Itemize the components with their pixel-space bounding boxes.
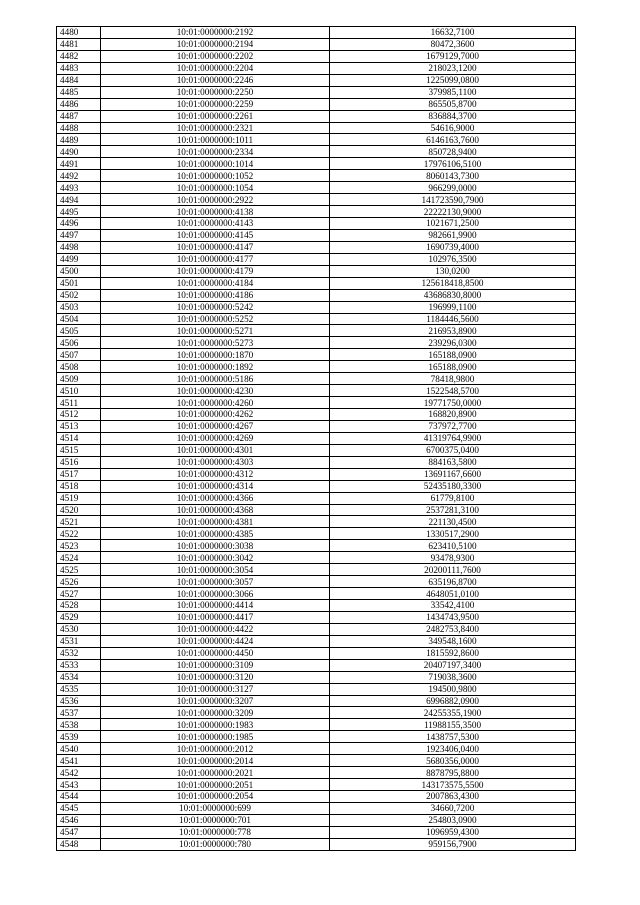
table-row xyxy=(57,265,576,277)
cadastral-number-cell: 10:01:0000000:2246 xyxy=(101,74,330,86)
row-number-cell: 4523 xyxy=(57,540,101,552)
table-row xyxy=(57,623,576,635)
table-row xyxy=(57,540,576,552)
value-cell: 1225099,0800 xyxy=(330,74,576,86)
row-number-cell: 4500 xyxy=(57,265,101,277)
row-number-cell: 4524 xyxy=(57,552,101,564)
row-number-cell: 4532 xyxy=(57,647,101,659)
row-number-cell: 4512 xyxy=(57,409,101,421)
table-row xyxy=(57,611,576,623)
table-row xyxy=(57,110,576,122)
cadastral-number-cell: 10:01:0000000:4184 xyxy=(101,277,330,289)
table-row xyxy=(57,289,576,301)
value-cell: 4648051,0100 xyxy=(330,588,576,600)
row-number-cell: 4529 xyxy=(57,611,101,623)
cadastral-number-cell: 10:01:0000000:4366 xyxy=(101,492,330,504)
row-number-cell: 4487 xyxy=(57,110,101,122)
value-cell: 349548,1600 xyxy=(330,635,576,647)
row-number-cell: 4494 xyxy=(57,194,101,206)
value-cell: 13691167,6600 xyxy=(330,468,576,480)
cadastral-number-cell: 10:01:0000000:778 xyxy=(101,826,330,838)
cadastral-number-cell: 10:01:0000000:3109 xyxy=(101,659,330,671)
value-cell: 6996882,0900 xyxy=(330,695,576,707)
table-row xyxy=(57,134,576,146)
row-number-cell: 4521 xyxy=(57,516,101,528)
cadastral-number-cell: 10:01:0000000:4424 xyxy=(101,635,330,647)
value-cell: 5680356,0000 xyxy=(330,755,576,767)
value-cell: 165188,0900 xyxy=(330,361,576,373)
row-number-cell: 4517 xyxy=(57,468,101,480)
table-row xyxy=(57,277,576,289)
table-row xyxy=(57,600,576,612)
value-cell: 8060143,7300 xyxy=(330,170,576,182)
cadastral-number-cell: 10:01:0000000:1985 xyxy=(101,731,330,743)
table-row xyxy=(57,218,576,230)
cadastral-number-cell: 10:01:0000000:3054 xyxy=(101,564,330,576)
cadastral-number-cell: 10:01:0000000:3209 xyxy=(101,707,330,719)
table-row xyxy=(57,528,576,540)
cadastral-number-cell: 10:01:0000000:2014 xyxy=(101,755,330,767)
row-number-cell: 4490 xyxy=(57,146,101,158)
row-number-cell: 4539 xyxy=(57,731,101,743)
row-number-cell: 4497 xyxy=(57,229,101,241)
row-number-cell: 4507 xyxy=(57,349,101,361)
table-row xyxy=(57,814,576,826)
table-row xyxy=(57,647,576,659)
value-cell: 635196,8700 xyxy=(330,576,576,588)
cadastral-number-cell: 10:01:0000000:4230 xyxy=(101,385,330,397)
value-cell: 33542,4100 xyxy=(330,600,576,612)
row-number-cell: 4528 xyxy=(57,600,101,612)
row-number-cell: 4525 xyxy=(57,564,101,576)
table-row xyxy=(57,170,576,182)
row-number-cell: 4503 xyxy=(57,301,101,313)
value-cell: 966299,0000 xyxy=(330,182,576,194)
value-cell: 1679129,7000 xyxy=(330,50,576,62)
cadastral-number-cell: 10:01:0000000:4314 xyxy=(101,480,330,492)
table-row xyxy=(57,158,576,170)
cadastral-number-cell: 10:01:0000000:4414 xyxy=(101,600,330,612)
cadastral-number-cell: 10:01:0000000:2261 xyxy=(101,110,330,122)
cadastral-number-cell: 10:01:0000000:1052 xyxy=(101,170,330,182)
value-cell: 78418,9800 xyxy=(330,373,576,385)
row-number-cell: 4519 xyxy=(57,492,101,504)
value-cell: 6700375,0400 xyxy=(330,444,576,456)
value-cell: 379985,1100 xyxy=(330,86,576,98)
value-cell: 884163,5800 xyxy=(330,456,576,468)
value-cell: 54616,9000 xyxy=(330,122,576,134)
row-number-cell: 4495 xyxy=(57,206,101,218)
row-number-cell: 4544 xyxy=(57,791,101,803)
value-cell: 141723590,7900 xyxy=(330,194,576,206)
value-cell: 93478,9300 xyxy=(330,552,576,564)
cadastral-number-cell: 10:01:0000000:4301 xyxy=(101,444,330,456)
value-cell: 16632,7100 xyxy=(330,27,576,39)
row-number-cell: 4504 xyxy=(57,313,101,325)
cadastral-number-cell: 10:01:0000000:4186 xyxy=(101,289,330,301)
table-row xyxy=(57,206,576,218)
row-number-cell: 4509 xyxy=(57,373,101,385)
table-row xyxy=(57,241,576,253)
row-number-cell: 4516 xyxy=(57,456,101,468)
table-row xyxy=(57,516,576,528)
table-row xyxy=(57,492,576,504)
value-cell: 125618418,8500 xyxy=(330,277,576,289)
table-row xyxy=(57,659,576,671)
row-number-cell: 4505 xyxy=(57,325,101,337)
table-row xyxy=(57,564,576,576)
cadastral-number-cell: 10:01:0000000:699 xyxy=(101,802,330,814)
cadastral-number-cell: 10:01:0000000:3127 xyxy=(101,683,330,695)
row-number-cell: 4546 xyxy=(57,814,101,826)
row-number-cell: 4531 xyxy=(57,635,101,647)
table-row xyxy=(57,325,576,337)
cadastral-number-cell: 10:01:0000000:4312 xyxy=(101,468,330,480)
value-cell: 143173575,5500 xyxy=(330,779,576,791)
cadastral-number-cell: 10:01:0000000:4450 xyxy=(101,647,330,659)
table-row xyxy=(57,432,576,444)
value-cell: 239296,0300 xyxy=(330,337,576,349)
table-row xyxy=(57,826,576,838)
data-table xyxy=(56,26,576,851)
row-number-cell: 4482 xyxy=(57,50,101,62)
cadastral-number-cell: 10:01:0000000:3042 xyxy=(101,552,330,564)
row-number-cell: 4481 xyxy=(57,38,101,50)
row-number-cell: 4548 xyxy=(57,838,101,850)
row-number-cell: 4514 xyxy=(57,432,101,444)
table-row xyxy=(57,802,576,814)
cadastral-number-cell: 10:01:0000000:1870 xyxy=(101,349,330,361)
value-cell: 221130,4500 xyxy=(330,516,576,528)
row-number-cell: 4534 xyxy=(57,671,101,683)
cadastral-number-cell: 10:01:0000000:1054 xyxy=(101,182,330,194)
value-cell: 865505,8700 xyxy=(330,98,576,110)
row-number-cell: 4498 xyxy=(57,241,101,253)
table-row xyxy=(57,755,576,767)
cadastral-number-cell: 10:01:0000000:4381 xyxy=(101,516,330,528)
cadastral-number-cell: 10:01:0000000:4260 xyxy=(101,397,330,409)
row-number-cell: 4506 xyxy=(57,337,101,349)
table-row xyxy=(57,707,576,719)
value-cell: 254803,0900 xyxy=(330,814,576,826)
cadastral-number-cell: 10:01:0000000:2192 xyxy=(101,27,330,39)
row-number-cell: 4508 xyxy=(57,361,101,373)
cadastral-number-cell: 10:01:0000000:2922 xyxy=(101,194,330,206)
value-cell: 1690739,4000 xyxy=(330,241,576,253)
cadastral-number-cell: 10:01:0000000:4145 xyxy=(101,229,330,241)
cadastral-number-cell: 10:01:0000000:4143 xyxy=(101,218,330,230)
cadastral-number-cell: 10:01:0000000:2054 xyxy=(101,791,330,803)
value-cell: 719038,3600 xyxy=(330,671,576,683)
table-row xyxy=(57,182,576,194)
cadastral-number-cell: 10:01:0000000:1892 xyxy=(101,361,330,373)
cadastral-number-cell: 10:01:0000000:2051 xyxy=(101,779,330,791)
cadastral-number-cell: 10:01:0000000:2204 xyxy=(101,62,330,74)
cadastral-number-cell: 10:01:0000000:4267 xyxy=(101,420,330,432)
value-cell: 19771750,0000 xyxy=(330,397,576,409)
value-cell: 737972,7700 xyxy=(330,420,576,432)
value-cell: 959156,7900 xyxy=(330,838,576,850)
table-row xyxy=(57,349,576,361)
data-table-body xyxy=(57,27,576,851)
value-cell: 1434743,9500 xyxy=(330,611,576,623)
row-number-cell: 4541 xyxy=(57,755,101,767)
table-row xyxy=(57,504,576,516)
cadastral-number-cell: 10:01:0000000:3066 xyxy=(101,588,330,600)
row-number-cell: 4547 xyxy=(57,826,101,838)
row-number-cell: 4492 xyxy=(57,170,101,182)
value-cell: 1438757,5300 xyxy=(330,731,576,743)
cadastral-number-cell: 10:01:0000000:1014 xyxy=(101,158,330,170)
cadastral-number-cell: 10:01:0000000:4422 xyxy=(101,623,330,635)
row-number-cell: 4545 xyxy=(57,802,101,814)
value-cell: 20407197,3400 xyxy=(330,659,576,671)
value-cell: 43686830,8000 xyxy=(330,289,576,301)
cadastral-number-cell: 10:01:0000000:5186 xyxy=(101,373,330,385)
table-row xyxy=(57,588,576,600)
value-cell: 2007863,4300 xyxy=(330,791,576,803)
table-row xyxy=(57,27,576,39)
cadastral-number-cell: 10:01:0000000:4303 xyxy=(101,456,330,468)
table-row xyxy=(57,62,576,74)
row-number-cell: 4535 xyxy=(57,683,101,695)
row-number-cell: 4520 xyxy=(57,504,101,516)
table-row xyxy=(57,194,576,206)
cadastral-number-cell: 10:01:0000000:4138 xyxy=(101,206,330,218)
table-row xyxy=(57,74,576,86)
value-cell: 850728,9400 xyxy=(330,146,576,158)
value-cell: 52435180,3300 xyxy=(330,480,576,492)
table-row xyxy=(57,468,576,480)
row-number-cell: 4526 xyxy=(57,576,101,588)
row-number-cell: 4511 xyxy=(57,397,101,409)
value-cell: 61779,8100 xyxy=(330,492,576,504)
cadastral-number-cell: 10:01:0000000:1983 xyxy=(101,719,330,731)
cadastral-number-cell: 10:01:0000000:4177 xyxy=(101,253,330,265)
value-cell: 623410,5100 xyxy=(330,540,576,552)
row-number-cell: 4493 xyxy=(57,182,101,194)
row-number-cell: 4502 xyxy=(57,289,101,301)
row-number-cell: 4483 xyxy=(57,62,101,74)
value-cell: 17976106,5100 xyxy=(330,158,576,170)
cadastral-number-cell: 10:01:0000000:3038 xyxy=(101,540,330,552)
value-cell: 1096959,4300 xyxy=(330,826,576,838)
value-cell: 218023,1200 xyxy=(330,62,576,74)
row-number-cell: 4489 xyxy=(57,134,101,146)
table-row xyxy=(57,444,576,456)
table-row xyxy=(57,552,576,564)
value-cell: 836884,3700 xyxy=(330,110,576,122)
table-row xyxy=(57,576,576,588)
table-row xyxy=(57,409,576,421)
table-row xyxy=(57,373,576,385)
value-cell: 8878795,8800 xyxy=(330,767,576,779)
value-cell: 24255355,1900 xyxy=(330,707,576,719)
row-number-cell: 4537 xyxy=(57,707,101,719)
value-cell: 168820,8900 xyxy=(330,409,576,421)
value-cell: 1021671,2500 xyxy=(330,218,576,230)
table-row xyxy=(57,397,576,409)
cadastral-number-cell: 10:01:0000000:4417 xyxy=(101,611,330,623)
value-cell: 216953,8900 xyxy=(330,325,576,337)
table-row xyxy=(57,671,576,683)
cadastral-number-cell: 10:01:0000000:1011 xyxy=(101,134,330,146)
cadastral-number-cell: 10:01:0000000:4147 xyxy=(101,241,330,253)
table-row xyxy=(57,791,576,803)
row-number-cell: 4488 xyxy=(57,122,101,134)
value-cell: 130,0200 xyxy=(330,265,576,277)
cadastral-number-cell: 10:01:0000000:2012 xyxy=(101,743,330,755)
cadastral-number-cell: 10:01:0000000:780 xyxy=(101,838,330,850)
row-number-cell: 4543 xyxy=(57,779,101,791)
value-cell: 80472,3600 xyxy=(330,38,576,50)
table-row xyxy=(57,385,576,397)
value-cell: 165188,0900 xyxy=(330,349,576,361)
table-row xyxy=(57,146,576,158)
cadastral-number-cell: 10:01:0000000:4385 xyxy=(101,528,330,540)
table-row xyxy=(57,337,576,349)
cadastral-number-cell: 10:01:0000000:2334 xyxy=(101,146,330,158)
value-cell: 34660,7200 xyxy=(330,802,576,814)
value-cell: 1522548,5700 xyxy=(330,385,576,397)
cadastral-number-cell: 10:01:0000000:2202 xyxy=(101,50,330,62)
table-row xyxy=(57,719,576,731)
row-number-cell: 4484 xyxy=(57,74,101,86)
row-number-cell: 4540 xyxy=(57,743,101,755)
table-row xyxy=(57,779,576,791)
row-number-cell: 4536 xyxy=(57,695,101,707)
value-cell: 41319764,9900 xyxy=(330,432,576,444)
value-cell: 1330517,2900 xyxy=(330,528,576,540)
table-row xyxy=(57,122,576,134)
row-number-cell: 4522 xyxy=(57,528,101,540)
table-row xyxy=(57,695,576,707)
value-cell: 982661,9900 xyxy=(330,229,576,241)
cadastral-number-cell: 10:01:0000000:4368 xyxy=(101,504,330,516)
table-row xyxy=(57,420,576,432)
value-cell: 20200111,7600 xyxy=(330,564,576,576)
table-row xyxy=(57,767,576,779)
row-number-cell: 4485 xyxy=(57,86,101,98)
table-row xyxy=(57,361,576,373)
table-row xyxy=(57,50,576,62)
row-number-cell: 4499 xyxy=(57,253,101,265)
table-row xyxy=(57,731,576,743)
table-row xyxy=(57,683,576,695)
table-row xyxy=(57,86,576,98)
cadastral-number-cell: 10:01:0000000:5271 xyxy=(101,325,330,337)
value-cell: 11988155,3500 xyxy=(330,719,576,731)
cadastral-number-cell: 10:01:0000000:2194 xyxy=(101,38,330,50)
table-row xyxy=(57,253,576,265)
row-number-cell: 4527 xyxy=(57,588,101,600)
value-cell: 6146163,7600 xyxy=(330,134,576,146)
value-cell: 194500,9800 xyxy=(330,683,576,695)
value-cell: 2482753,8400 xyxy=(330,623,576,635)
row-number-cell: 4515 xyxy=(57,444,101,456)
row-number-cell: 4518 xyxy=(57,480,101,492)
table-row xyxy=(57,456,576,468)
table-row xyxy=(57,838,576,850)
row-number-cell: 4491 xyxy=(57,158,101,170)
table-row xyxy=(57,743,576,755)
cadastral-number-cell: 10:01:0000000:4269 xyxy=(101,432,330,444)
row-number-cell: 4538 xyxy=(57,719,101,731)
cadastral-number-cell: 10:01:0000000:2250 xyxy=(101,86,330,98)
cadastral-number-cell: 10:01:0000000:2021 xyxy=(101,767,330,779)
cadastral-number-cell: 10:01:0000000:4179 xyxy=(101,265,330,277)
table-row xyxy=(57,480,576,492)
row-number-cell: 4530 xyxy=(57,623,101,635)
value-cell: 102976,3500 xyxy=(330,253,576,265)
value-cell: 1184446,5600 xyxy=(330,313,576,325)
table-row xyxy=(57,301,576,313)
row-number-cell: 4480 xyxy=(57,27,101,39)
value-cell: 22222130,9000 xyxy=(330,206,576,218)
row-number-cell: 4496 xyxy=(57,218,101,230)
row-number-cell: 4533 xyxy=(57,659,101,671)
value-cell: 196999,1100 xyxy=(330,301,576,313)
row-number-cell: 4510 xyxy=(57,385,101,397)
table-row xyxy=(57,229,576,241)
cadastral-number-cell: 10:01:0000000:5273 xyxy=(101,337,330,349)
table-row xyxy=(57,38,576,50)
table-row xyxy=(57,313,576,325)
cadastral-number-cell: 10:01:0000000:5242 xyxy=(101,301,330,313)
value-cell: 1815592,8600 xyxy=(330,647,576,659)
cadastral-number-cell: 10:01:0000000:3120 xyxy=(101,671,330,683)
value-cell: 2537281,3100 xyxy=(330,504,576,516)
cadastral-number-cell: 10:01:0000000:3207 xyxy=(101,695,330,707)
row-number-cell: 4486 xyxy=(57,98,101,110)
cadastral-number-cell: 10:01:0000000:2321 xyxy=(101,122,330,134)
cadastral-number-cell: 10:01:0000000:2259 xyxy=(101,98,330,110)
value-cell: 1923406,0400 xyxy=(330,743,576,755)
cadastral-number-cell: 10:01:0000000:701 xyxy=(101,814,330,826)
table-row xyxy=(57,98,576,110)
table-row xyxy=(57,635,576,647)
cadastral-number-cell: 10:01:0000000:3057 xyxy=(101,576,330,588)
cadastral-number-cell: 10:01:0000000:5252 xyxy=(101,313,330,325)
cadastral-number-cell: 10:01:0000000:4262 xyxy=(101,409,330,421)
row-number-cell: 4501 xyxy=(57,277,101,289)
row-number-cell: 4513 xyxy=(57,420,101,432)
row-number-cell: 4542 xyxy=(57,767,101,779)
